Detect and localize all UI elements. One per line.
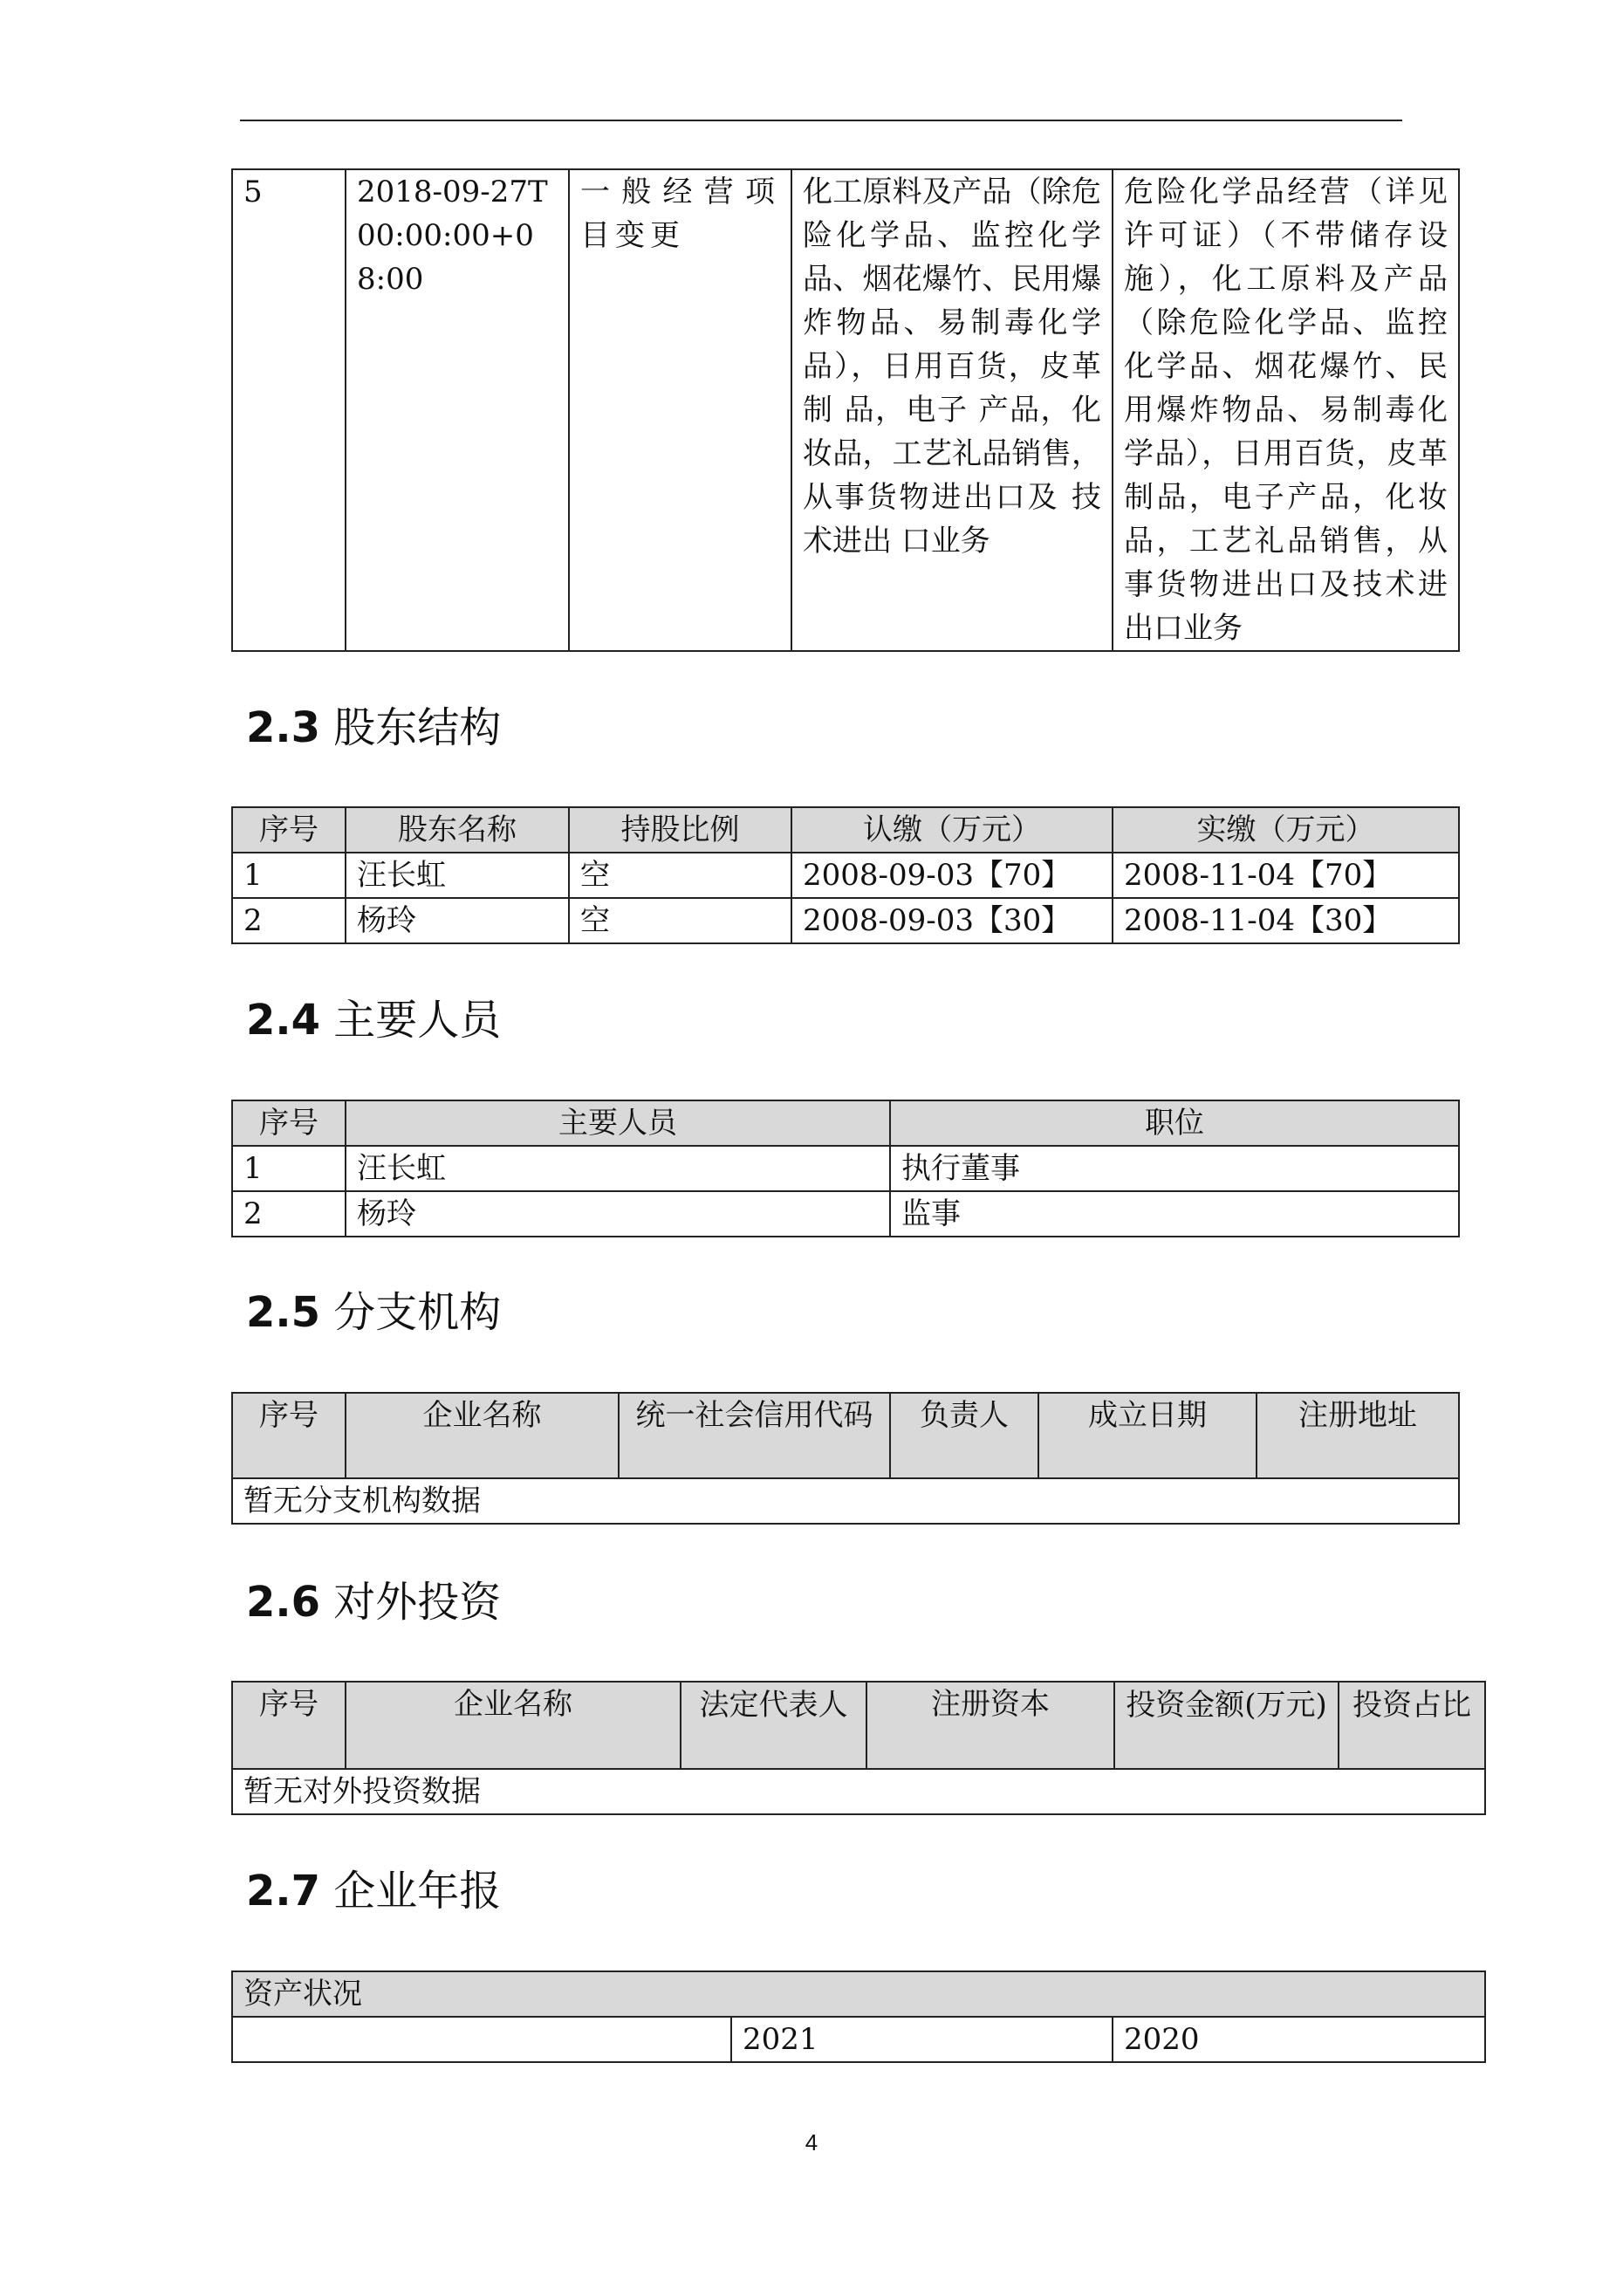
col-header: 认缴（万元） <box>791 807 1113 853</box>
col-header: 主要人员 <box>346 1100 890 1146</box>
table-header-row <box>232 807 1459 853</box>
table-row <box>232 1191 1459 1237</box>
section-heading-2-5: 2.5 分支机构 <box>246 1288 502 1337</box>
table-row <box>232 1478 1459 1524</box>
col-header: 统一社会信用代码 <box>619 1393 890 1478</box>
col-header: 实缴（万元） <box>1113 807 1459 853</box>
change-table <box>231 168 1460 652</box>
section-heading-2-4: 2.4 主要人员 <box>246 996 502 1045</box>
shareholder-table <box>231 806 1460 944</box>
page-number: 4 <box>805 2129 818 2155</box>
section-heading-2-3: 2.3 股东结构 <box>246 703 502 752</box>
empty-message: 暂无分支机构数据 <box>232 1478 1459 1524</box>
cell: 2008-11-04【70】 <box>1113 853 1459 898</box>
cell: 2008-09-03【70】 <box>791 853 1113 898</box>
cell: 1 <box>232 853 346 898</box>
table-row <box>232 1769 1485 1814</box>
cell: 空 <box>569 853 791 898</box>
year-cell: 2021 <box>731 2017 1113 2062</box>
col-header: 投资金额(万元) <box>1114 1682 1339 1769</box>
col-header: 序号 <box>232 807 346 853</box>
cell: 空 <box>569 898 791 943</box>
change-item: 一般经营项目变更 <box>569 169 791 651</box>
col-header: 序号 <box>232 1100 346 1146</box>
change-after: 危险化学品经营（详见许可证）（不带储存设施），化工原料及产品（除危险化学品、监控化学品、烟花爆竹、民用爆炸物品、易制毒化学品），日用百货，皮革制品，电子产品，化妆品，工艺礼品销售，从事货物进出口及技术进出口业务 <box>1113 169 1459 651</box>
table-header-row <box>232 1682 1485 1769</box>
col-header: 成立日期 <box>1038 1393 1257 1478</box>
table-header-row <box>232 1393 1459 1478</box>
cell: 2 <box>232 898 346 943</box>
table-header-row <box>232 1971 1485 2017</box>
table-row <box>232 898 1459 943</box>
col-header: 股东名称 <box>346 807 569 853</box>
col-header: 负责人 <box>890 1393 1038 1478</box>
cell: 杨玲 <box>346 898 569 943</box>
col-header: 企业名称 <box>346 1393 619 1478</box>
annual-report-table <box>231 1970 1486 2063</box>
investment-table <box>231 1681 1486 1815</box>
cell: 汪长虹 <box>346 853 569 898</box>
table-header-row <box>232 1100 1459 1146</box>
col-header: 持股比例 <box>569 807 791 853</box>
table-row <box>232 169 1459 651</box>
empty-message: 暂无对外投资数据 <box>232 1769 1485 1814</box>
col-header: 序号 <box>232 1393 346 1478</box>
year-cell: 2020 <box>1113 2017 1485 2062</box>
col-header: 注册地址 <box>1257 1393 1459 1478</box>
col-header: 企业名称 <box>346 1682 681 1769</box>
table-row <box>232 1146 1459 1191</box>
change-date: 2018-09-27T00:00:00+08:00 <box>346 169 569 651</box>
cell: 汪长虹 <box>346 1146 890 1191</box>
change-index: 5 <box>232 169 346 651</box>
cell: 杨玲 <box>346 1191 890 1237</box>
table-row <box>232 2017 1485 2062</box>
cell <box>232 2017 731 2062</box>
key-personnel-table <box>231 1100 1460 1237</box>
col-header: 注册资本 <box>866 1682 1114 1769</box>
cell: 1 <box>232 1146 346 1191</box>
col-header: 职位 <box>890 1100 1459 1146</box>
col-header: 法定代表人 <box>681 1682 866 1769</box>
asset-status-label: 资产状况 <box>232 1971 1485 2017</box>
cell: 2008-11-04【30】 <box>1113 898 1459 943</box>
cell: 监事 <box>890 1191 1459 1237</box>
section-heading-2-7: 2.7 企业年报 <box>246 1867 502 1916</box>
table-row <box>232 853 1459 898</box>
section-heading-2-6: 2.6 对外投资 <box>246 1578 502 1627</box>
header-rule <box>240 120 1402 121</box>
cell: 2008-09-03【30】 <box>791 898 1113 943</box>
change-before: 化工原料及产品（除危险化学品、监控化学品、烟花爆竹、民用爆炸物品、易制毒化学品），日用百货，皮革制 品，电子 产品，化妆品，工艺礼品销售，从事货物进出口及 技术进出 口业务 <box>791 169 1113 651</box>
cell: 执行董事 <box>890 1146 1459 1191</box>
col-header: 序号 <box>232 1682 346 1769</box>
cell: 2 <box>232 1191 346 1237</box>
col-header: 投资占比 <box>1339 1682 1485 1769</box>
branch-table <box>231 1392 1460 1525</box>
